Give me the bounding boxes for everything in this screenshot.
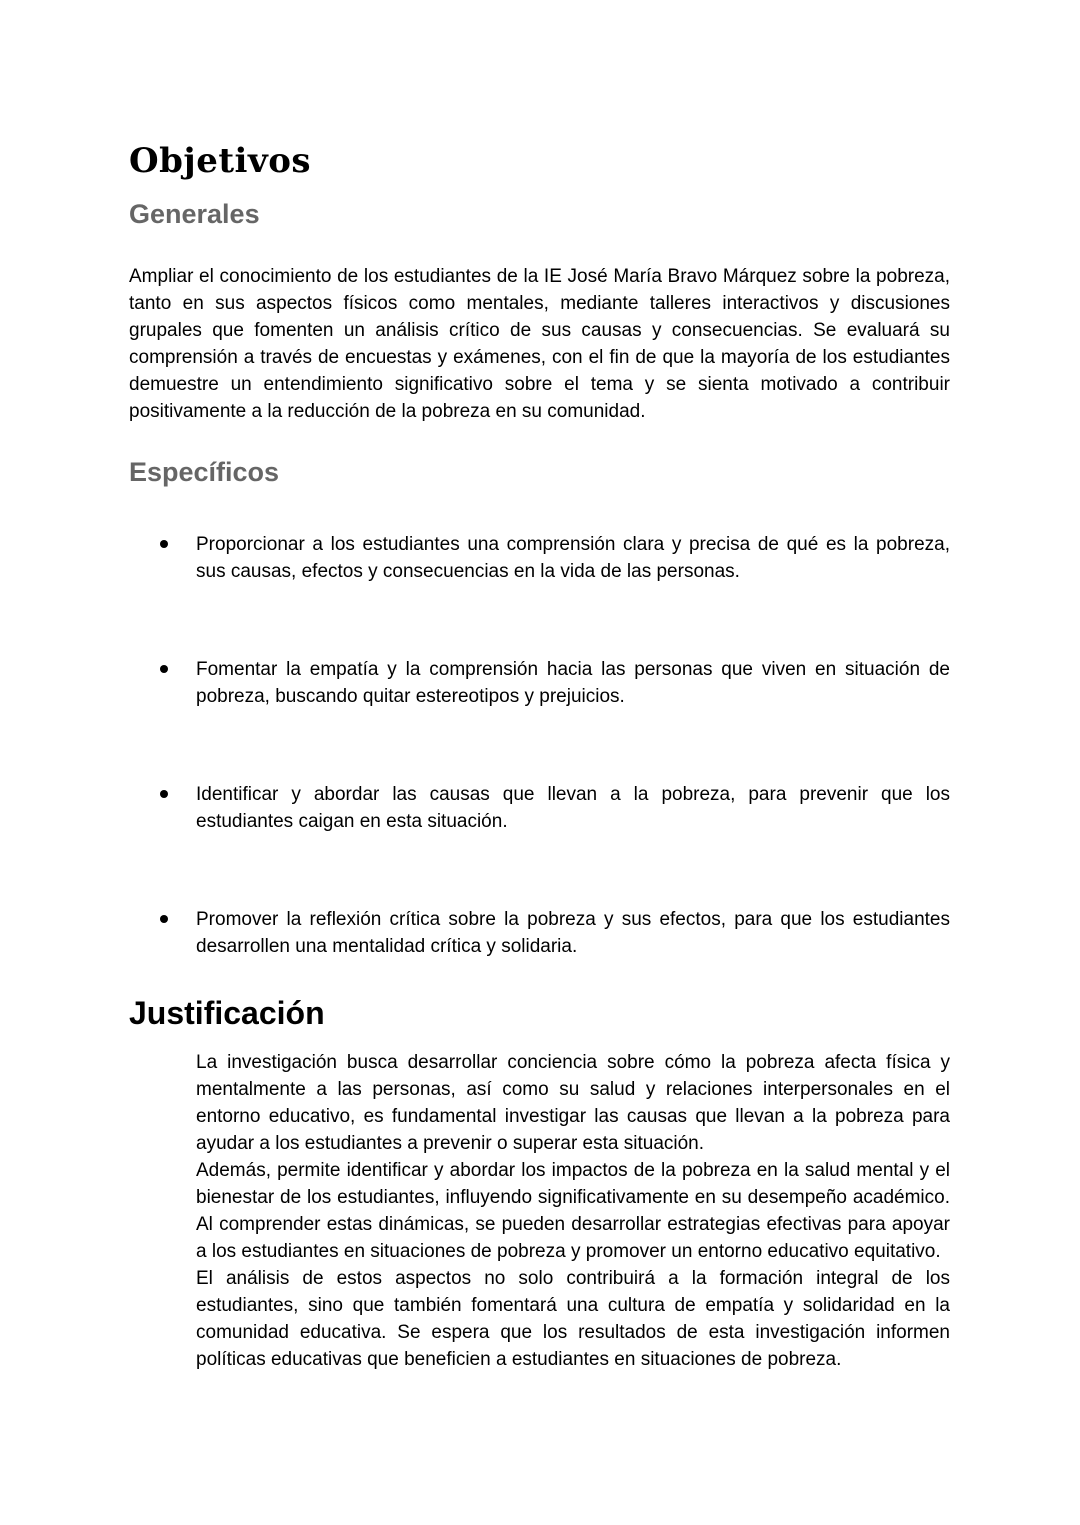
- bullet-item: [196, 656, 950, 710]
- bullet-icon: [160, 915, 168, 923]
- paragraph-justificacion-3: El análisis de estos aspectos no solo contribuirá a la formación integral de los estudiantes, sino que también fomentará una cultura de empatía y solidaridad en la comunidad educativa. Se espera que los resultados de esta investigación informen políticas educativas que beneficien a estudiantes en situaciones de pobreza.: [196, 1268, 950, 1370]
- paragraph-justificacion-1: La investigación busca desarrollar conciencia sobre cómo la pobreza afecta física y mentalmente a las personas, así como su salud y relaciones interpersonales en el entorno educativo, es fundamental investigar las causas que llevan a la pobreza para ayudar a los estudiantes a prevenir o superar esta situación.: [196, 1052, 950, 1154]
- bullet-icon: [160, 790, 168, 798]
- bullet-icon: [160, 540, 168, 548]
- heading-especificos: Específicos: [129, 457, 280, 487]
- bullet-icon: [160, 665, 168, 673]
- bullet-item: [196, 781, 950, 835]
- bullet-item-text: Identificar y abordar las causas que llevan a la pobreza, para prevenir que los estudiantes caigan en esta situación.: [196, 784, 950, 832]
- bullet-item: [196, 906, 950, 960]
- justificacion-body: [196, 1049, 950, 1373]
- bullet-item-text: Fomentar la empatía y la comprensión hacia las personas que viven en situación de pobreza, buscando quitar estereotipos y prejuicios.: [196, 659, 950, 707]
- section-title-objetivos: Objetivos: [129, 141, 312, 181]
- paragraph-justificacion-2: Además, permite identificar y abordar los impactos de la pobreza en la salud mental y el bienestar de los estudiantes, influyendo significativamente en su desempeño académico. Al comprender estas dinámicas, se pueden desarrollar estrategias efectivas para apoyar a los estudiantes en situaciones de pobreza y promover un entorno educativo equitativo.: [196, 1160, 950, 1262]
- bullet-list: [129, 531, 950, 960]
- bullet-item-text: Proporcionar a los estudiantes una comprensión clara y precisa de qué es la pobreza, sus causas, efectos y consecuencias en la vida de las personas.: [196, 534, 950, 582]
- heading-justificacion: Justificación: [129, 995, 325, 1031]
- bullet-item-text: Promover la reflexión crítica sobre la pobreza y sus efectos, para que los estudiantes desarrollen una mentalidad crítica y solidaria.: [196, 909, 950, 957]
- heading-generales: Generales: [129, 199, 260, 229]
- bullet-item: [196, 531, 950, 585]
- paragraph-generales: Ampliar el conocimiento de los estudiantes de la IE José María Bravo Márquez sobre la pobreza, tanto en sus aspectos físicos como mentales, mediante talleres interactivos y discusiones grupales que fomenten un análisis crítico de sus causas y consecuencias. Se evaluará su comprensión a través de encuestas y exámenes, con el fin de que la mayoría de los estudiantes demuestre un entendimiento significativo sobre el tema y se sienta motivado a contribuir positivamente a la reducción de la pobreza en su comunidad.: [129, 266, 950, 422]
